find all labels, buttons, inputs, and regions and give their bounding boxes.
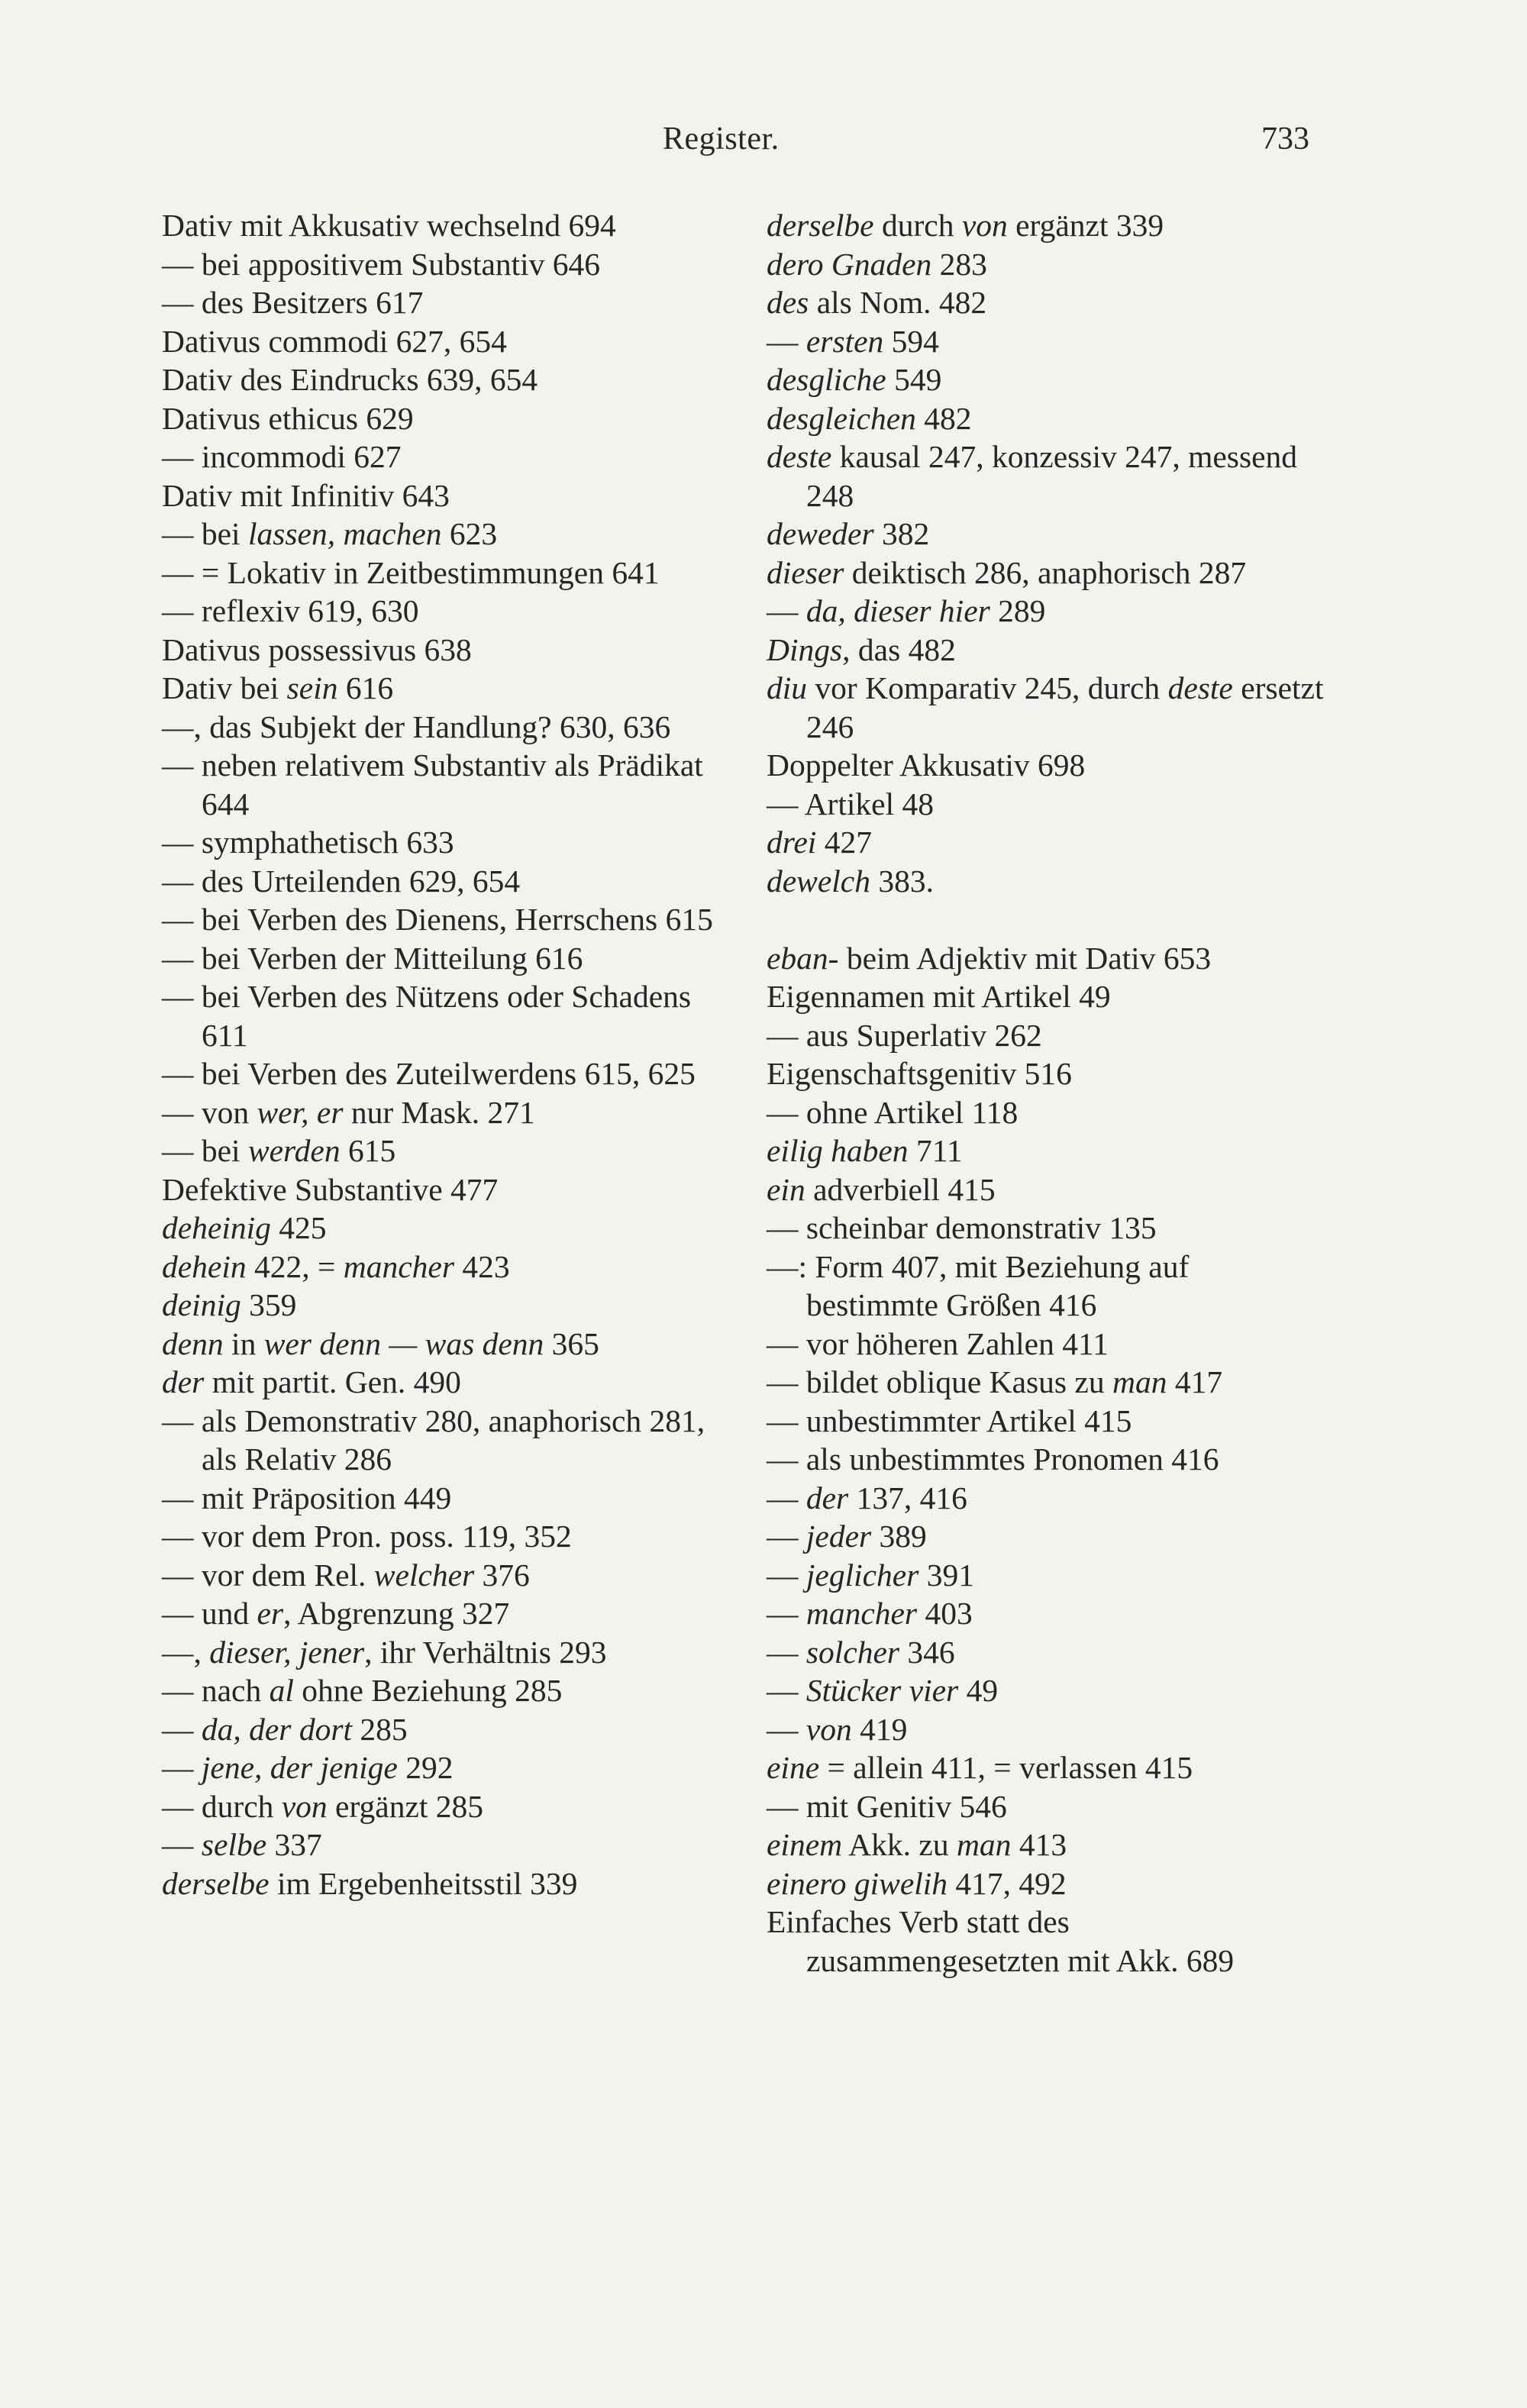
index-text: 482 — [915, 400, 972, 436]
index-text: — nach — [162, 1673, 270, 1708]
index-entry — [162, 1248, 719, 1286]
index-entry — [162, 977, 719, 1054]
index-text: Dativ mit Infinitiv 643 — [162, 477, 450, 513]
index-entry — [767, 939, 1328, 978]
index-text: — durch — [162, 1788, 282, 1824]
index-text: 419 — [851, 1711, 908, 1747]
index-entry — [767, 669, 1328, 746]
index-entry — [767, 1633, 1328, 1672]
index-text: — symphathetisch 633 — [162, 825, 454, 860]
index-term-italic: einem — [767, 1827, 843, 1862]
index-entry — [767, 1402, 1328, 1441]
index-text: = allein 411, = verlassen 415 — [819, 1750, 1193, 1785]
index-text: 423 — [454, 1248, 510, 1284]
index-entry — [162, 1170, 719, 1209]
index-text: , das 482 — [842, 631, 956, 667]
index-term-italic: eilig haben — [767, 1133, 909, 1168]
index-entry — [767, 1016, 1328, 1055]
index-text: — bei — [162, 516, 248, 551]
index-text: — — [162, 1750, 202, 1785]
index-term-italic: deste — [767, 439, 832, 474]
index-text: 346 — [899, 1634, 955, 1670]
index-text: ersetzt 246 — [806, 670, 1324, 744]
index-term-italic: jeglicher — [805, 1557, 919, 1593]
index-term-italic: dewelch — [767, 863, 870, 899]
index-entry — [162, 939, 719, 978]
index-text: — ohne Artikel 118 — [767, 1094, 1019, 1130]
index-entry — [162, 206, 719, 245]
index-entry — [767, 1710, 1328, 1749]
index-text: 711 — [908, 1133, 963, 1168]
index-text: — aus Superlativ 262 — [767, 1017, 1042, 1053]
index-text: als Nom. 482 — [809, 285, 987, 320]
index-term-italic: desgleichen — [767, 400, 916, 436]
index-entry — [162, 360, 719, 399]
index-entry — [767, 592, 1328, 631]
index-entry — [767, 1325, 1328, 1364]
index-entry — [767, 1864, 1328, 1903]
index-text: Defektive Substantive 477 — [162, 1171, 499, 1207]
index-entry — [162, 1325, 719, 1364]
index-entry — [162, 823, 719, 862]
index-text: — incommodi 627 — [162, 439, 402, 474]
index-term-italic: da, dieser hier — [805, 593, 990, 628]
index-text: 383. — [870, 863, 934, 899]
index-text: 289 — [989, 593, 1046, 628]
index-text: adverbiell 415 — [805, 1171, 996, 1207]
index-entry — [162, 437, 719, 476]
index-term-italic: solcher — [805, 1634, 900, 1670]
index-term-italic: man — [1112, 1364, 1167, 1399]
index-text: — — [767, 1673, 806, 1708]
index-term-italic: deste — [1167, 670, 1233, 705]
index-term-italic: derselbe — [162, 1865, 270, 1901]
index-entry — [162, 1054, 719, 1093]
index-term-italic: man — [956, 1827, 1012, 1862]
index-term-italic: selbe — [201, 1827, 267, 1862]
index-text: — bei Verben des Nützens oder Schadens 611 — [162, 979, 692, 1053]
index-text: — — [767, 1480, 806, 1515]
index-text: 285 — [352, 1711, 408, 1747]
index-text: 615 — [340, 1133, 396, 1168]
index-term-italic: dero Gnaden — [767, 246, 932, 282]
index-entry — [767, 1748, 1328, 1787]
index-text: 427 — [816, 825, 872, 860]
index-term-italic: dieser — [767, 554, 844, 590]
index-text: 376 — [474, 1557, 530, 1593]
index-term-italic: derselbe — [767, 208, 874, 243]
index-term-italic: wer denn — was denn — [263, 1325, 544, 1361]
index-text: — als unbestimmtes Pronomen 416 — [767, 1441, 1219, 1477]
index-text: Eigenschaftsgenitiv 516 — [767, 1056, 1072, 1091]
index-text: 422, = — [246, 1248, 344, 1284]
index-text: 359 — [241, 1287, 297, 1322]
index-text: Doppelter Akkusativ 698 — [767, 747, 1086, 783]
index-entry — [162, 1556, 719, 1595]
index-entry — [162, 1093, 719, 1132]
index-entry — [767, 399, 1328, 438]
index-text: — vor höheren Zahlen 411 — [767, 1325, 1109, 1361]
index-entry — [162, 554, 719, 592]
index-term-italic: welcher — [373, 1557, 475, 1593]
index-text: mit partit. Gen. 490 — [204, 1364, 461, 1399]
index-term-italic: dieser, jener — [209, 1634, 365, 1670]
index-text: ergänzt 285 — [327, 1788, 484, 1824]
index-entry — [162, 1594, 719, 1633]
index-text: Dativus ethicus 629 — [162, 400, 414, 436]
index-text: — des Urteilenden 629, 654 — [162, 863, 521, 899]
index-text: Dativus possessivus 638 — [162, 631, 472, 667]
index-column-right — [767, 206, 1328, 1980]
index-text: — — [767, 1519, 806, 1554]
index-entry — [767, 1671, 1328, 1710]
index-entry — [162, 322, 719, 361]
index-entry — [767, 1440, 1328, 1479]
index-entry — [767, 823, 1328, 862]
index-text: — — [767, 323, 806, 359]
index-term-italic: von — [805, 1711, 852, 1747]
index-text: — — [767, 1557, 806, 1593]
index-text: — bildet oblique Kasus zu — [767, 1364, 1112, 1399]
index-entry — [162, 1710, 719, 1749]
index-term-italic: eine — [767, 1750, 820, 1785]
index-text: durch — [873, 208, 962, 243]
index-text: — bei — [162, 1133, 248, 1168]
index-entry — [767, 1556, 1328, 1595]
index-entry — [767, 746, 1328, 785]
index-term-italic: Dings — [767, 631, 843, 667]
page-number: 733 — [1261, 121, 1309, 157]
index-text: 365 — [544, 1325, 599, 1361]
index-text: Eigennamen mit Artikel 49 — [767, 979, 1111, 1014]
index-text: ergänzt 339 — [1007, 208, 1164, 243]
index-text: im Ergebenheitsstil 339 — [269, 1865, 578, 1901]
index-text: 417, 492 — [948, 1865, 1067, 1901]
index-entry — [767, 1209, 1328, 1248]
index-text: — bei Verben des Dienens, Herrschens 615 — [162, 902, 713, 937]
index-term-italic: er — [257, 1596, 284, 1631]
index-entry — [162, 1402, 719, 1479]
index-term-italic: al — [269, 1673, 294, 1708]
index-term-italic: diu — [767, 670, 808, 705]
index-text: , ihr Verhältnis 293 — [364, 1634, 607, 1670]
index-text: — scheinbar demonstrativ 135 — [767, 1210, 1157, 1245]
index-text: deiktisch 286, anaphorisch 287 — [844, 554, 1247, 590]
index-term-italic: denn — [162, 1325, 224, 1361]
index-entry — [162, 1517, 719, 1556]
index-text: — — [767, 593, 806, 628]
index-text: — von — [162, 1094, 257, 1130]
index-text: kausal 247, konzessiv 247, messend 248 — [806, 439, 1298, 513]
index-text: 549 — [886, 362, 942, 397]
index-entry — [162, 746, 719, 823]
index-entry — [767, 1054, 1328, 1093]
index-text: Dativ des Eindrucks 639, 654 — [162, 362, 538, 397]
index-term-italic: der — [162, 1364, 205, 1399]
index-entry — [162, 900, 719, 939]
index-entry — [162, 245, 719, 284]
index-term-italic: da, der dort — [201, 1711, 352, 1747]
index-text: — — [767, 1711, 806, 1747]
index-entry — [162, 631, 719, 670]
index-term-italic: sein — [286, 670, 338, 705]
index-text: — vor dem Rel. — [162, 1557, 374, 1593]
index-text: Akk. zu — [842, 1827, 957, 1862]
index-text: 616 — [337, 670, 394, 705]
index-text: 594 — [883, 323, 939, 359]
index-text: — — [767, 1596, 806, 1631]
index-term-italic: deweder — [767, 516, 874, 551]
index-text: 417 — [1167, 1364, 1223, 1399]
index-entry — [162, 708, 719, 747]
index-entry — [162, 476, 719, 515]
index-entry — [767, 206, 1328, 245]
index-term-italic: des — [767, 285, 809, 320]
index-text: — — [162, 1827, 202, 1862]
index-text: Dativ mit Akkusativ wechselnd 694 — [162, 208, 616, 243]
index-text: 389 — [871, 1519, 927, 1554]
index-column-left — [162, 206, 719, 1903]
index-text: — unbestimmter Artikel 415 — [767, 1403, 1132, 1438]
index-term-italic: von — [281, 1788, 328, 1824]
index-term-italic: desgliche — [767, 362, 886, 397]
index-text: 49 — [958, 1673, 999, 1708]
index-text: — reflexiv 619, 630 — [162, 593, 419, 628]
index-entry — [767, 245, 1328, 284]
index-text: —, — [162, 1634, 210, 1670]
index-term-italic: drei — [767, 825, 817, 860]
index-entry — [162, 1671, 719, 1710]
index-term-italic: jene, der jenige — [201, 1750, 398, 1785]
index-entry — [767, 554, 1328, 592]
index-entry — [162, 515, 719, 554]
index-text: — = Lokativ in Zeitbestimmungen 641 — [162, 554, 660, 590]
index-entry — [162, 283, 719, 322]
running-head — [0, 121, 1527, 166]
index-term-italic: Stücker vier — [805, 1673, 959, 1708]
index-entry — [162, 1825, 719, 1864]
index-entry — [162, 399, 719, 438]
index-text: — — [767, 1634, 806, 1670]
index-text: , Abgrenzung 327 — [283, 1596, 510, 1631]
index-entry — [162, 862, 719, 901]
index-text: 391 — [918, 1557, 974, 1593]
index-text: Dativ bei — [162, 670, 287, 705]
section-gap — [767, 900, 1328, 939]
index-entry — [767, 1903, 1328, 1980]
index-text: nur Mask. 271 — [343, 1094, 535, 1130]
index-entry — [767, 322, 1328, 361]
index-entry — [767, 977, 1328, 1016]
index-entry — [767, 1825, 1328, 1864]
index-text: — mit Präposition 449 — [162, 1480, 452, 1515]
index-term-italic: werden — [247, 1133, 341, 1168]
index-term-italic: wer, er — [257, 1094, 344, 1130]
index-text: 292 — [397, 1750, 454, 1785]
index-entry — [767, 283, 1328, 322]
index-entry — [767, 1594, 1328, 1633]
index-text: 337 — [266, 1827, 322, 1862]
index-entry — [767, 1170, 1328, 1209]
index-text: beim Adjektiv mit Dativ 653 — [838, 940, 1212, 976]
index-entry — [162, 1479, 719, 1518]
index-entry — [767, 1093, 1328, 1132]
index-entry — [767, 785, 1328, 824]
index-text: 137, 416 — [848, 1480, 967, 1515]
index-term-italic: einero giwelih — [767, 1865, 948, 1901]
index-text: ohne Beziehung 285 — [293, 1673, 563, 1708]
index-entry — [162, 592, 719, 631]
index-entry — [767, 437, 1328, 515]
index-term-italic: mancher — [805, 1596, 918, 1631]
index-text: in — [223, 1325, 264, 1361]
index-entry — [767, 1131, 1328, 1170]
index-term-italic: dehein — [162, 1248, 247, 1284]
index-term-italic: von — [961, 208, 1008, 243]
index-entry — [767, 360, 1328, 399]
index-text: — bei Verben der Mitteilung 616 — [162, 940, 583, 976]
index-text: vor Komparativ 245, durch — [807, 670, 1168, 705]
index-text: — und — [162, 1596, 257, 1631]
index-entry — [162, 1633, 719, 1672]
index-entry — [767, 515, 1328, 554]
index-text: — bei appositivem Substantiv 646 — [162, 246, 601, 282]
index-text: —, das Subjekt der Handlung? 630, 636 — [162, 709, 671, 744]
index-text: — — [162, 1711, 202, 1747]
index-text: 283 — [931, 246, 987, 282]
index-entry — [162, 1286, 719, 1325]
index-term-italic: ein — [767, 1171, 805, 1207]
index-entry — [162, 1864, 719, 1903]
index-term-italic: der — [805, 1480, 849, 1515]
index-entry — [767, 1363, 1328, 1402]
index-entry — [767, 1787, 1328, 1826]
index-entry — [767, 631, 1328, 670]
index-text: — als Demonstrativ 280, anaphorisch 281, als Relativ 286 — [162, 1403, 705, 1477]
index-entry — [162, 1363, 719, 1402]
index-text: 413 — [1011, 1827, 1067, 1862]
index-entry — [767, 1479, 1328, 1518]
index-text: — Artikel 48 — [767, 786, 935, 821]
index-text: 425 — [270, 1210, 327, 1245]
index-entry — [767, 862, 1328, 901]
index-entry — [767, 1517, 1328, 1556]
index-text: 382 — [873, 516, 930, 551]
index-term-italic: mancher — [343, 1248, 454, 1284]
index-text: Dativus commodi 627, 654 — [162, 323, 507, 359]
index-text: — neben relativem Substantiv als Prädikat 644 — [162, 747, 703, 821]
index-term-italic: jeder — [805, 1519, 872, 1554]
index-text: — mit Genitiv 546 — [767, 1788, 1007, 1824]
index-entry — [767, 1248, 1328, 1325]
index-term-italic: lassen, machen — [247, 516, 442, 551]
index-text: — bei Verben des Zuteilwerdens 615, 625 — [162, 1056, 696, 1091]
index-text: — des Besitzers 617 — [162, 285, 424, 320]
index-term-italic: eban- — [767, 940, 839, 976]
index-term-italic: ersten — [805, 323, 884, 359]
index-entry — [162, 1787, 719, 1826]
index-entry — [162, 669, 719, 708]
index-text: Einfaches Verb statt des zusammengesetzten mit Akk. 689 — [767, 1904, 1235, 1978]
index-text: 403 — [917, 1596, 973, 1631]
index-text: 623 — [441, 516, 498, 551]
index-entry — [162, 1131, 719, 1170]
index-entry — [162, 1748, 719, 1787]
index-term-italic: deheinig — [162, 1210, 271, 1245]
index-text: —: Form 407, mit Beziehung auf bestimmte Größen 416 — [767, 1248, 1190, 1322]
running-head-title: Register. — [663, 121, 780, 157]
index-entry — [162, 1209, 719, 1248]
index-term-italic: deinig — [162, 1287, 241, 1322]
index-text: — vor dem Pron. poss. 119, 352 — [162, 1519, 572, 1554]
